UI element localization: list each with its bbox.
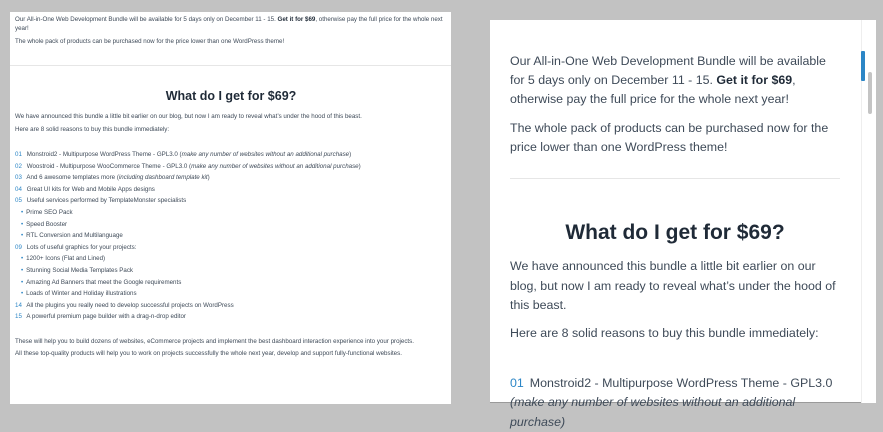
list-item: 04 Great UI kits for Web and Mobile Apps designs — [15, 185, 155, 193]
list-item: 14 All the plugins you really need to develop successful projects on WordPress — [15, 301, 234, 309]
intro-paragraph: Our All-in-One Web Development Bundle will be available for 5 days only on December 11 - 15. Get it for $69, otherwise pay the full price for the whole next year! — [510, 54, 826, 107]
divider — [10, 65, 451, 66]
scrollbar-thumb[interactable] — [868, 72, 872, 114]
reasons-paragraph: Here are 8 solid reasons to buy this bundle immediately: — [510, 325, 819, 340]
list-item: 05 Useful services performed by TemplateMonster specialists — [15, 197, 187, 205]
divider — [510, 178, 840, 179]
list-item: 15 A powerful premium page builder with a drag-n-drop editor — [15, 313, 186, 321]
bullet-icon: • — [21, 278, 24, 286]
announce-paragraph: We have announced this bundle a little bit earlier on our blog, but now I am ready to reveal what’s under the hood of this beast. — [15, 113, 362, 121]
bullet-icon: • — [21, 255, 24, 263]
mobile-page[interactable] — [490, 20, 876, 429]
list-item: 01 Monstroid2 - Multipurpose WordPress Theme - GPL3.0 — [510, 376, 833, 391]
desktop-page — [10, 12, 451, 404]
bullet-icon: • — [21, 220, 24, 228]
price-highlight: Get it for $69 — [277, 16, 316, 23]
section-heading: What do I get for $69? — [565, 221, 785, 245]
list-item: 03 And 6 awesome templates more (including dashboard template kit) — [15, 174, 210, 182]
sub-list-item: • RTL Conversion and Multilanguage — [21, 232, 123, 240]
sub-list-item: • Amazing Ad Banners that meet the Google requirements — [21, 278, 182, 286]
reasons-paragraph: Here are 8 solid reasons to buy this bundle immediately: — [15, 125, 170, 133]
announce-paragraph: We have announced this bundle a little bit earlier on our blog, but now I am ready to reveal what’s under the hood of this beast. — [510, 259, 836, 312]
intro-paragraph-2: The whole pack of products can be purchased now for the price lower than one WordPress theme! — [510, 120, 829, 154]
sub-list-item: • Loads of Winter and Holiday illustrations — [21, 290, 137, 298]
mobile-content — [510, 52, 840, 432]
section-heading: What do I get for $69? — [165, 89, 297, 104]
bullet-icon: • — [21, 209, 24, 217]
sub-list-item: • 1200+ Icons (Flat and Lined) — [21, 255, 106, 263]
list-item: 09 Lots of useful graphics for your projects: — [15, 243, 137, 251]
footer-paragraph: These will help you to build dozens of websites, eCommerce projects and implement the best dashboard interaction experience into your projects. — [15, 337, 414, 345]
list-item: 01 Monstroid2 - Multipurpose WordPress Theme - GPL3.0 (make any number of websites without an additional purchase) — [15, 151, 352, 159]
scroll-position-marker — [861, 51, 865, 81]
sub-list-item: • Stunning Social Media Templates Pack — [21, 266, 134, 274]
intro-paragraph: Our All-in-One Web Development Bundle will be available for 5 days only on December 11 - 15. Get it for $69, otherwise pay the full price for the whole next year! — [15, 16, 443, 33]
footer-paragraph-2: All these top-quality products will help you to work on projects successfully the whole next year, develop and support fully-functional websites. — [15, 350, 402, 358]
price-highlight: Get it for $69 — [716, 73, 793, 88]
bullet-icon: • — [21, 232, 24, 240]
list-item-note: (make any number of websites without an additional purchase) — [510, 395, 796, 429]
list-item: 02 Woostroid - Multipurpose WooCommerce Theme - GPL3.0 (make any number of websites without an additional purchase) — [15, 162, 361, 170]
bullet-icon: • — [21, 266, 24, 274]
intro-paragraph-2: The whole pack of products can be purchased now for the price lower than one WordPress theme! — [15, 37, 285, 45]
sub-list-item: • Prime SEO Pack — [21, 209, 73, 217]
sub-list-item: • Speed Booster — [21, 220, 68, 228]
bullet-icon: • — [21, 290, 24, 298]
